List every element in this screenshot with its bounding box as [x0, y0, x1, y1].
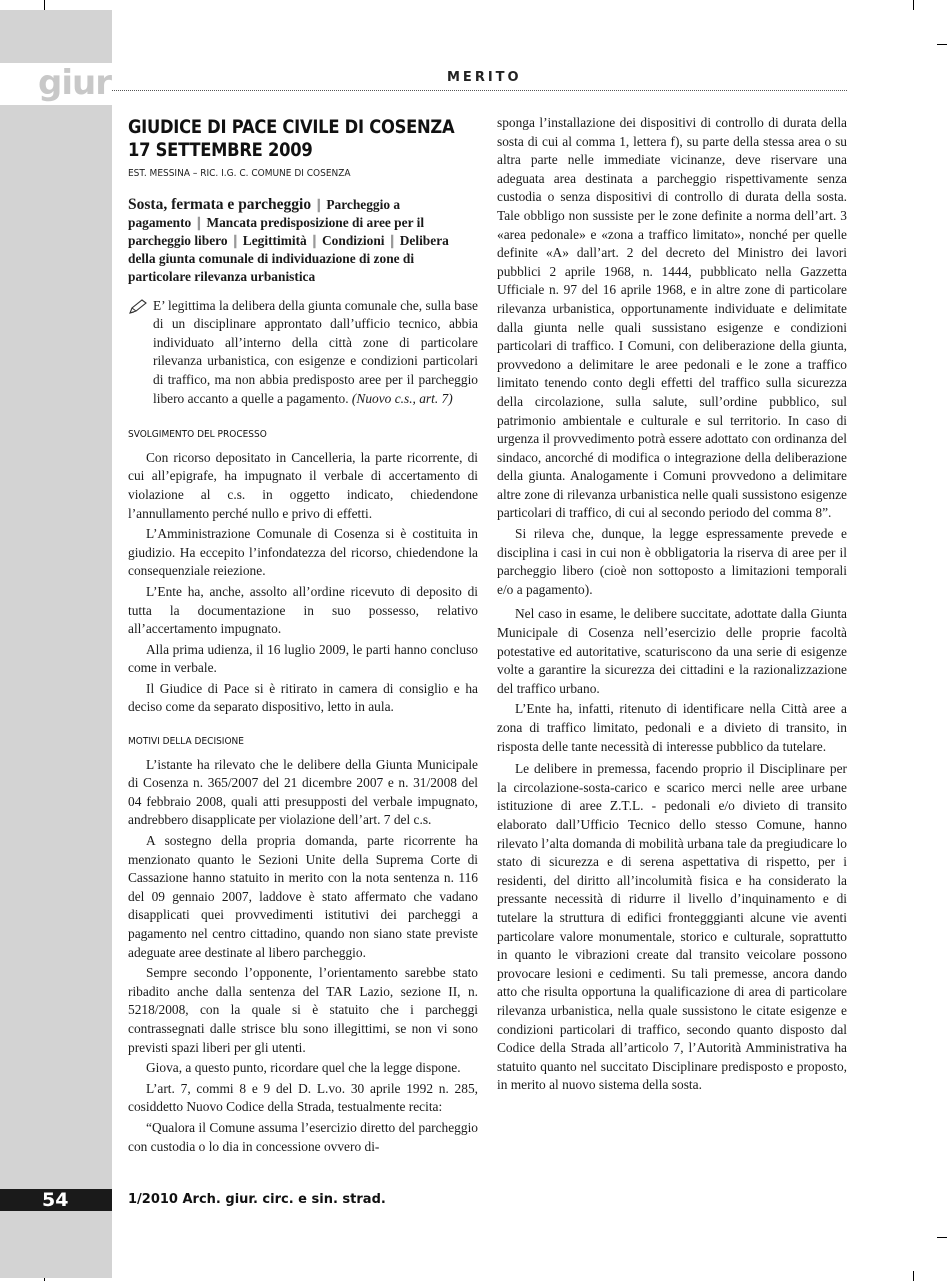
- right-column: [497, 114, 847, 1097]
- paragraph: Il Giudice di Pace si è ritirato in camera di consiglio e ha deciso come da separato dispositivo, letto in aula.: [128, 680, 478, 715]
- paragraph: L’istante ha rilevato che le delibere della Giunta Municipale di Cosenza n. 365/2007 del 21 dicembre 2007 e n. 31/2008 del 04 febbraio 2008, quali atti presupposti del verbale impugnato, andrebbero disapplicate per violazione dell’art. 7 del c.s.: [128, 756, 478, 828]
- heading-motivi: MOTIVI DELLA DECISIONE: [128, 736, 244, 748]
- paragraph: Nel caso in esame, le delibere succitate, adottate dalla Giunta Municipale di Cosenza nell’esercizio delle proprie facoltà potestative ed autoritative, scaturiscono da una serie di esigenze volte a garantire la sicurezza dei cittadini e la razionalizzazione del traffico urbano.: [497, 606, 847, 696]
- topic-keyword: Legittimità: [242, 233, 307, 248]
- paragraph: Giova, a questo punto, ricordare quel che la legge dispone.: [146, 1060, 461, 1076]
- paragraph: Con ricorso depositato in Cancelleria, la parte ricorrente, di cui all’epigrafe, ha impugnato il verbale di accertamento di violazione al c.s. in oggetto indicato, chiedendone l’annullamento perché nullo e privo di effetti.: [128, 449, 478, 521]
- crop-mark: [937, 44, 947, 45]
- topic-keyword: Condizioni: [322, 233, 385, 248]
- headnote: [128, 297, 478, 409]
- crop-mark: [937, 1237, 947, 1238]
- crop-mark: [44, 0, 45, 10]
- journal-reference: 1/2010 Arch. giur. circ. e sin. strad.: [128, 1192, 386, 1207]
- topic-keyword: Parcheggio a pagamento: [128, 196, 401, 230]
- header-rule: [112, 90, 847, 91]
- topic-keyword: Delibera della giunta comunale di individuazione di zone di particolare rilevanza urbanistica: [128, 233, 449, 285]
- heading-processo: SVOLGIMENTO DEL PROCESSO: [128, 429, 267, 441]
- paragraph: Sempre secondo l’opponente, l’orientamento sarebbe stato ribadito anche dalla sentenza del TAR Lazio, sezione II, n. 5218/2008, con la quale si è statuito che i parcheggi contrassegnati dalle strisce blu sono illegittimi, se non vi sono previsti spazi liberi per gli utenti.: [128, 965, 478, 1055]
- topic-keyword: Mancata predisposizione di aree per il parcheggio libero: [128, 214, 425, 248]
- title-line-2: 17 SETTEMBRE 2009: [128, 139, 313, 161]
- paragraph: L’art. 7, commi 8 e 9 del D. L.vo. 30 aprile 1992 n. 285, cosiddetto Nuovo Codice della Strada, testualmente recita:: [128, 1080, 478, 1115]
- topic-keywords: [128, 196, 478, 287]
- section-tab-word: giur: [38, 63, 111, 103]
- left-column: [128, 116, 478, 1158]
- separator: ❙: [313, 196, 325, 212]
- page-number: 54: [42, 1189, 69, 1211]
- separator: ❙: [193, 214, 205, 230]
- headnote-text: E’ legittima la delibera della giunta comunale che, sulla base di un disciplinare approntato dall’ufficio tecnico, abbia individuato all’interno della città zone di particolare rilevanza urbanistica, con esigenze e condizioni particolari di traffico, ma non abbia predisposto aree per il parcheggio libero accanto a quelle a pagamento.: [153, 297, 478, 406]
- title-line-1: GIUDICE DI PACE CIVILE DI COSENZA: [128, 116, 455, 138]
- separator: ❙: [308, 233, 320, 248]
- crop-mark: [913, 0, 914, 10]
- section-label: MERITO: [447, 70, 522, 85]
- paragraph: L’Amministrazione Comunale di Cosenza si è costituita in giudizio. Ha eccepito l’infondatezza del ricorso, chiedendone la consequenziale reiezione.: [128, 526, 478, 579]
- margin-band: [0, 10, 112, 1278]
- paragraph: L’Ente ha, anche, assolto all’ordine ricevuto di deposito di tutta la documentazione in suo possesso, relativo all’accertamento impugnato.: [128, 583, 478, 637]
- paragraph: A sostegno della propria domanda, parte ricorrente ha menzionato quanto le Sezioni Unite della Suprema Corte di Cassazione hanno statuito in merito con la nota sentenza n. 116 del 09 gennaio 2007, laddove è stato affermato che vadano disapplicati quei provvedimenti istitutivi dei parcheggi a pagamento nel centro cittadino, quando non siano state previste adeguate aree destinate al libero parcheggio.: [128, 833, 478, 960]
- paragraph: Alla prima udienza, il 16 luglio 2009, le parti hanno concluso come in verbale.: [128, 641, 478, 676]
- headnote-reference: (Nuovo c.s., art. 7): [351, 390, 453, 406]
- paragraph: “Qualora il Comune assuma l’esercizio diretto del parcheggio con custodia o lo dia in concessione ovvero di-: [128, 1119, 478, 1154]
- paragraph: Si rileva che, dunque, la legge espressamente prevede e disciplina i casi in cui non è obbligatoria la riserva di aree per il parcheggio libero (cioè non sottoposto a limitazioni temporali e/o a pagamento).: [497, 526, 847, 597]
- crop-mark: [913, 1271, 914, 1281]
- paragraph: Le delibere in premessa, facendo proprio il Disciplinare per la circolazione-sosta-carico e scarico merci nelle aree urbane istituzione di aree Z.T.L. - pedonali e/o divieto di transito elaborato dall’Ufficio Tecnico dello stesso Comune, hanno rilevato l’alta domanda di mobilità urbana tale da pregiudicare lo stato di sicurezza e di serena aspettativa di rispetto, per i residenti, del diritto all’incolumità fisica e ha considerato la pressante necessità di ridurre il livello d’inquinamento e di tutelare la struttura di edifici frontegggianti alcune vie aventi particolare valore monumentale, storico e culturale, soprattutto in quanto le vibrazioni create dal transito veicolare possono provocare lesioni e cedimenti. Su tali premesse, ancora dando atto che risulta opportuna la qualificazione di area di particolare rilevanza urbanistica, nella quale sussistono le citate esigenze e condizioni particolari di traffico, secondo quanto disposto dal Codice della Strada all’articolo 7, l’Autorità Amministrativa ha statuito quanto nel succitato Disciplinare predisposto e proposto, in merito al nuovo sistema della sosta.: [497, 761, 847, 1093]
- paragraph: sponga l’installazione dei dispositivi di controllo di durata della sosta di cui al comma 1, lettera f), su parte della stessa area o su altra parte nelle immediate vicinanze, deve riservare una adeguata area destinata a parcheggio rispettivamente senza custodia o senza dispositivi di controllo di durata della sosta. Tale obbligo non sussiste per le zone definite a norma dell’art. 3 «area pedonale» e «zona a traffico limitato», nonché per quelle definite «A» dall’art. 2 del decreto del Ministro dei lavori pubblici 2 aprile 1968, n. 1444, pubblicato nella Gazzetta Ufficiale n. 97 del 16 aprile 1968, e in altre zone di particolare rilevanza urbanistica, opportunamente individuate e delimitate dalla giunta nelle quali sussistano esigenze e condizioni particolari di traffico. I Comuni, con deliberazione della giunta, provvedono a delimitare le aree pedonali e le zone a traffico limitato tenendo conto degli effetti del traffico sulla sicurezza della circolazione, sulla salute, sull’ordine pubblico, sul patrimonio ambientale e culturale e sul territorio. In caso di urgenza il provvedimento potrà essere adottato con ordinanza del sindaco, ancorché di modifica o integrazione della deliberazione della giunta. Analogamente i Comuni provvedono a delimitare altre zone di rilevanza urbanistica nelle quali sussistono esigenze particolari di traffico, di cui al secondo periodo del comma 8”.: [497, 115, 847, 521]
- separator: ❙: [229, 233, 241, 248]
- pencil-icon: [128, 299, 148, 315]
- article-title: [128, 116, 481, 162]
- topic-lead: Sosta, fermata e parcheggio: [128, 195, 312, 213]
- paragraph: L’Ente ha, infatti, ritenuto di identificare nella Città aree a zona di traffico limitato, pedonali e a divieto di transito, in risposta delle tante necessità di interesse pubblico da tutelare.: [497, 701, 847, 754]
- separator: ❙: [386, 233, 398, 248]
- article-subtitle: EST. MESSINA – RIC. I.G. C. COMUNE DI COSENZA: [128, 168, 351, 179]
